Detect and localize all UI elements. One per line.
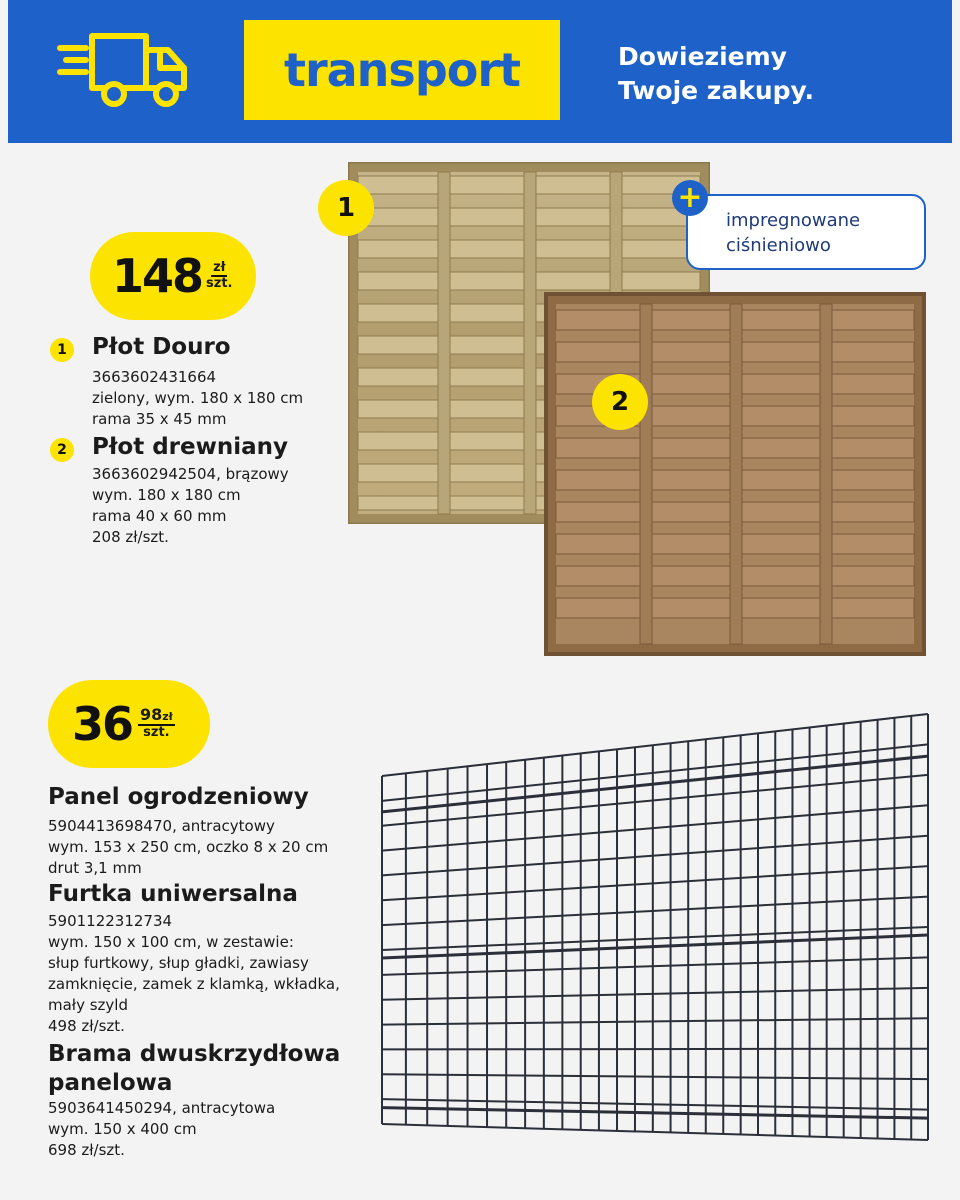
desc-line: zamknięcie, zamek z klamką, wkładka, (48, 975, 340, 993)
desc-line: wym. 150 x 400 cm (48, 1120, 197, 1138)
mesh-wire (382, 866, 928, 900)
price-badge-36-98 (48, 680, 210, 768)
product-title-plot-drewniany: Płot drewniany (92, 434, 288, 460)
product-desc-panel (48, 816, 328, 879)
mesh-wire (382, 957, 928, 974)
delivery-truck-icon (56, 26, 192, 110)
transport-label-box (244, 20, 560, 120)
desc-line: rama 35 x 45 mm (92, 410, 227, 428)
desc-line: wym. 150 x 100 cm, w zestawie: (48, 933, 294, 951)
product-2-number: 2 (50, 438, 74, 462)
transport-banner (8, 0, 952, 143)
price-unit (138, 705, 175, 740)
tagline-line-2: Twoje zakupy. (618, 76, 815, 105)
fence-1-number-badge: 1 (318, 180, 374, 236)
desc-line: 5903641450294, antracytowa (48, 1099, 276, 1117)
desc-line: wym. 153 x 250 cm, oczko 8 x 20 cm (48, 838, 329, 856)
price-main: 148 (112, 249, 203, 303)
product-desc-plot-drewniany (92, 464, 289, 548)
title-line-2: panelowa (48, 1070, 173, 1096)
impregnation-line-2: ciśnieniowo (726, 235, 831, 256)
product-title-furtka: Furtka uniwersalna (48, 881, 298, 907)
mesh-wire (382, 1018, 928, 1024)
desc-line: 208 zł/szt. (92, 528, 169, 546)
mesh-wire (382, 897, 928, 926)
price-per-unit: szt. (143, 725, 170, 740)
desc-line: mały szyld (48, 996, 128, 1014)
plus-icon: + (672, 180, 708, 216)
price-currency: zł (162, 710, 173, 723)
price-per-unit: szt. (206, 276, 233, 291)
desc-line: drut 3,1 mm (48, 859, 142, 877)
product-title-brama (48, 1040, 340, 1098)
impregnation-note (686, 194, 926, 270)
mesh-wire (382, 805, 928, 850)
desc-line: 498 zł/szt. (48, 1017, 125, 1035)
desc-line: wym. 180 x 180 cm (92, 486, 241, 504)
product-desc-furtka (48, 911, 340, 1037)
price-currency: zł (213, 260, 226, 275)
transport-title: transport (283, 43, 521, 97)
delivery-tagline (618, 40, 814, 108)
mesh-wire (382, 744, 928, 800)
fence-2-number-badge: 2 (592, 374, 648, 430)
title-line-1: Brama dwuskrzydłowa (48, 1041, 341, 1067)
price-unit (206, 261, 232, 291)
desc-line: 3663602431664 (92, 368, 217, 386)
price-main: 36 (72, 697, 133, 751)
product-1-number: 1 (50, 338, 74, 362)
mesh-wire (382, 1049, 928, 1050)
mesh-wire (382, 714, 928, 776)
desc-line: rama 40 x 60 mm (92, 507, 227, 525)
price-cents-currency (138, 705, 175, 726)
price-badge-148 (90, 232, 256, 320)
product-desc-brama (48, 1098, 275, 1161)
price-cents: 98 (140, 705, 163, 724)
mesh-wire (382, 1074, 928, 1079)
desc-line: zielony, wym. 180 x 180 cm (92, 389, 304, 407)
fence-drewniany-image (544, 292, 926, 656)
desc-line: 5901122312734 (48, 912, 173, 930)
mesh-wire (382, 1108, 928, 1119)
impregnation-line-1: impregnowane (726, 210, 861, 231)
fence-mesh-panel-image (376, 704, 936, 1144)
product-title-plot-douro: Płot Douro (92, 334, 231, 360)
product-title-panel: Panel ogrodzeniowy (48, 784, 309, 810)
mesh-wire (382, 836, 928, 876)
desc-line: 5904413698470, antracytowy (48, 817, 275, 835)
mesh-wire (382, 756, 928, 812)
tagline-line-1: Dowieziemy (618, 42, 787, 71)
mesh-wire (382, 1124, 928, 1140)
desc-line: 698 zł/szt. (48, 1141, 125, 1159)
product-desc-plot-douro (92, 367, 303, 430)
desc-line: 3663602942504, brązowy (92, 465, 289, 483)
desc-line: słup furtkowy, słup gładki, zawiasy (48, 954, 309, 972)
mesh-wire (382, 988, 928, 1000)
